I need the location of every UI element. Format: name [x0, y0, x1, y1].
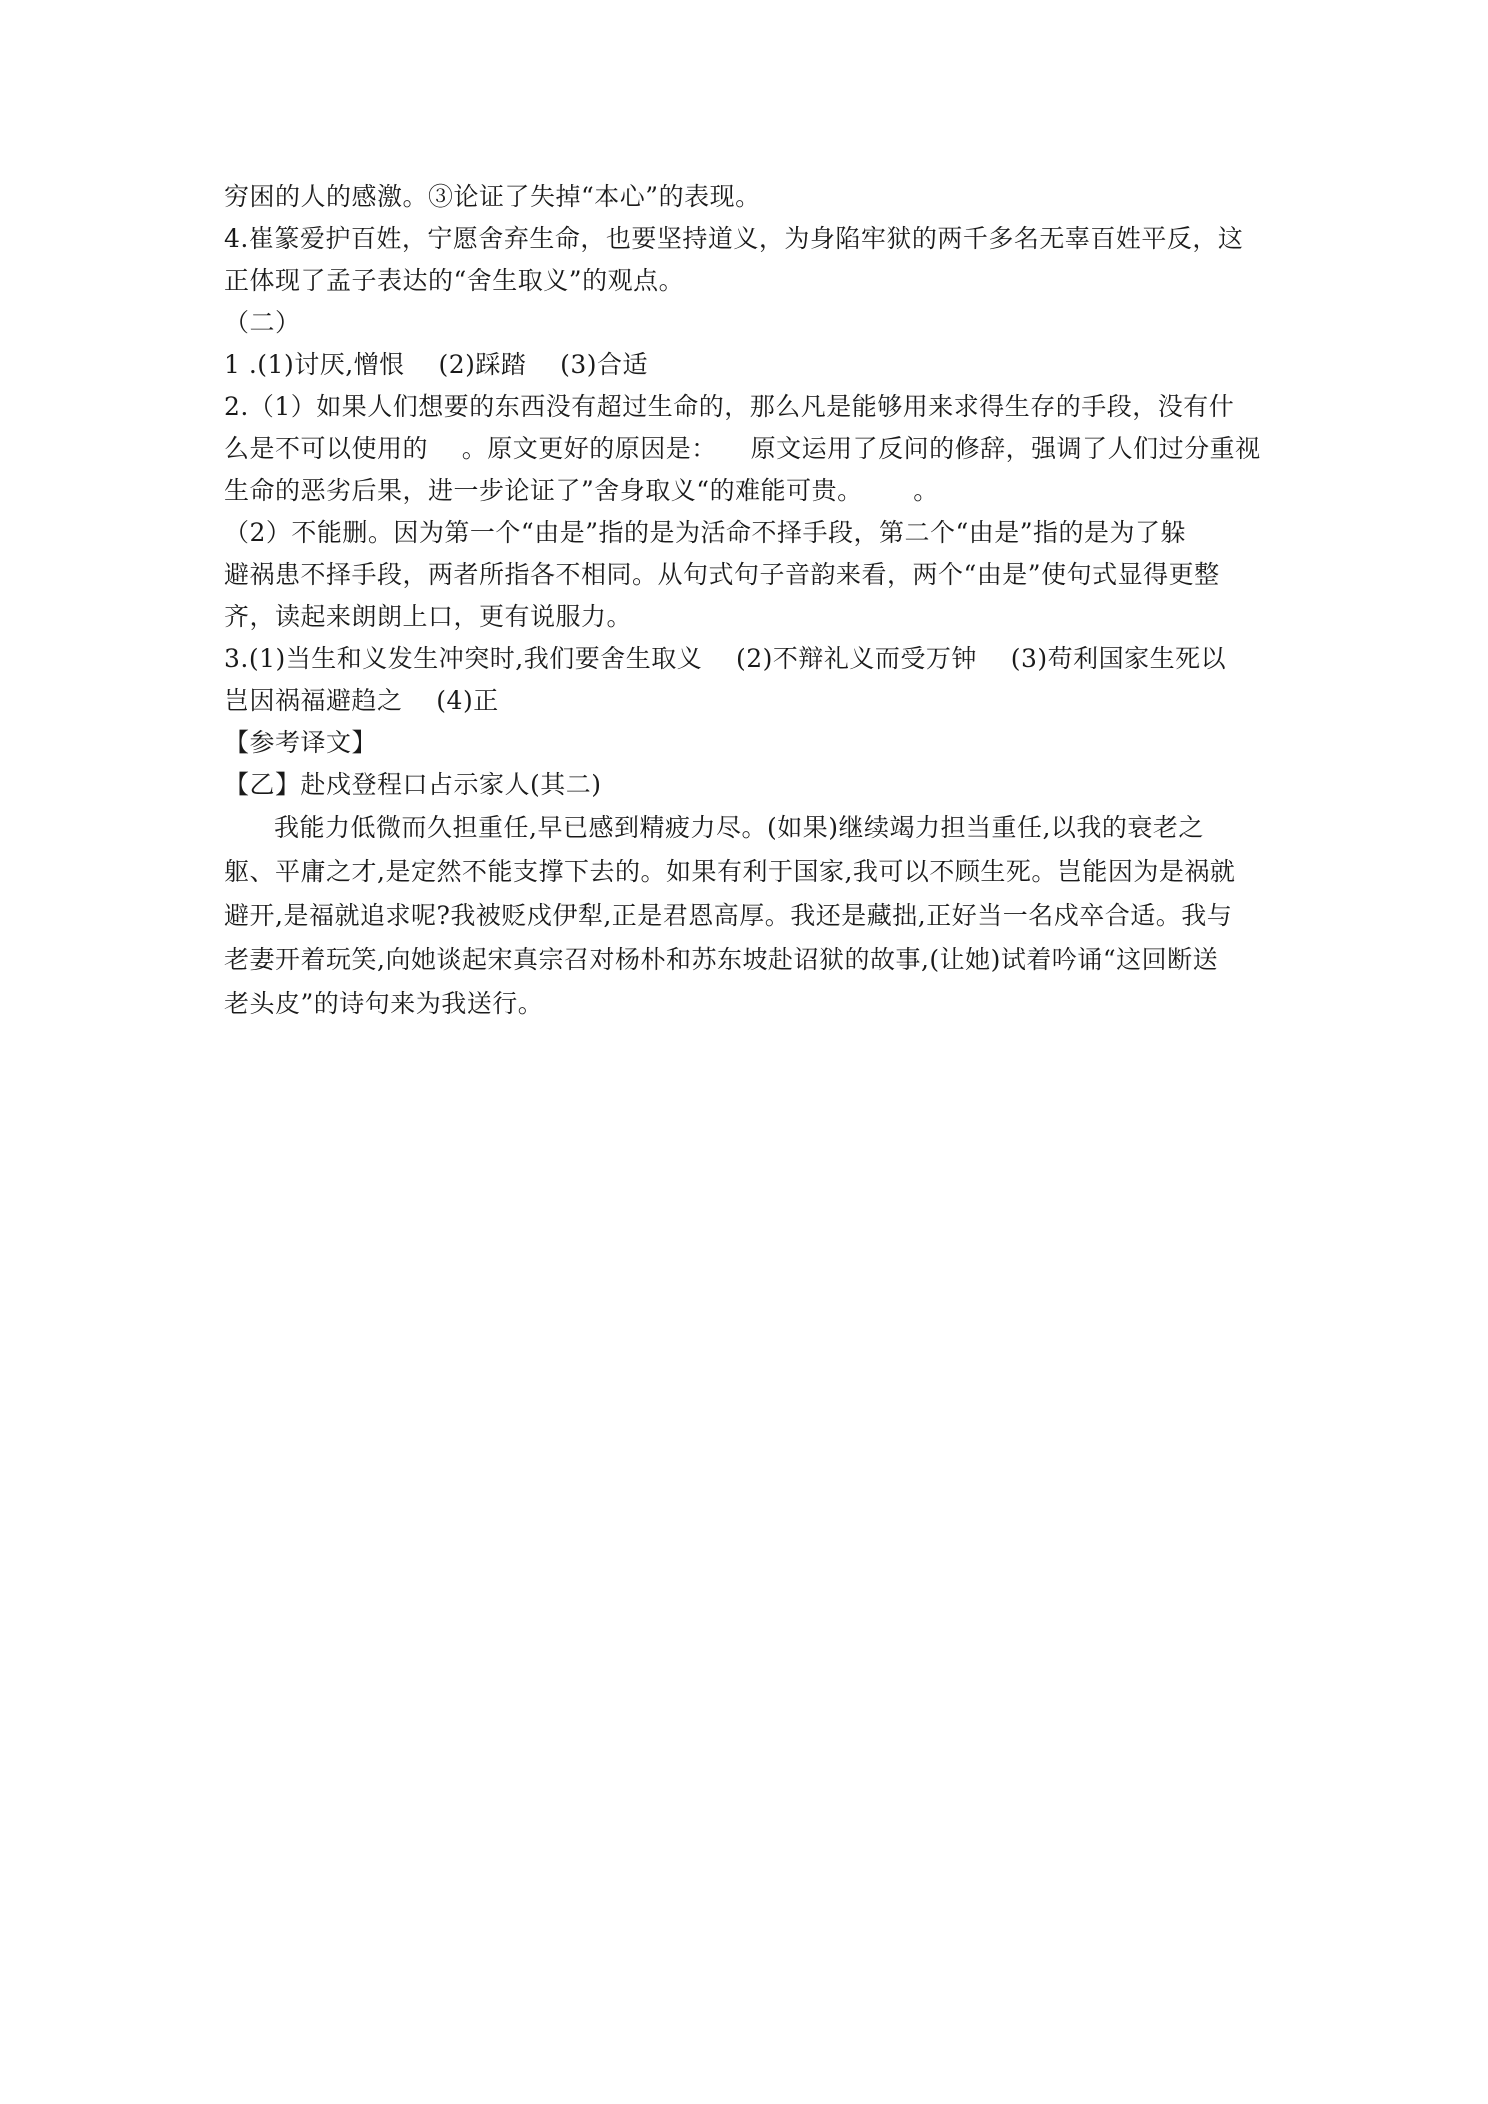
translation-line: 躯、平庸之才,是定然不能支撑下去的。如果有利于国家,我可以不顾生死。岂能因为是祸就	[224, 857, 1236, 886]
text-line: （2）不能删。因为第一个“由是”指的是为活命不择手段，第二个“由是”指的是为了躲	[224, 518, 1187, 547]
text-line: 1 .(1)讨厌,憎恨 (2)踩踏 (3)合适	[224, 350, 649, 379]
text-line: 2.（1）如果人们想要的东西没有超过生命的，那么凡是能够用来求得生存的手段，没有什	[224, 392, 1235, 421]
text-line: 齐，读起来朗朗上口，更有说服力。	[224, 602, 633, 631]
text-line: 4.崔篆爱护百姓，宁愿舍弃生命，也要坚持道义，为身陷牢狱的两千多名无辜百姓平反，这	[224, 224, 1244, 253]
text-line: 岂因祸福避趋之 (4)正	[224, 686, 499, 715]
text-line: 么是不可以使用的 。原文更好的原因是： 原文运用了反问的修辞，强调了人们过分重视	[224, 434, 1261, 463]
document-page	[224, 176, 1276, 1026]
translation-line: 避开,是福就追求呢?我被贬戍伊犁,正是君恩高厚。我还是藏拙,正好当一名戍卒合适。我与	[224, 901, 1233, 930]
text-line: 穷困的人的感激。③论证了失掉“本心”的表现。	[224, 182, 761, 211]
text-line: 生命的恶劣后果，进一步论证了”舍身取义“的难能可贵。 。	[224, 476, 939, 505]
translation-paragraph	[224, 806, 1276, 1026]
poem-heading: 【乙】赴戍登程口占示家人(其二)	[224, 770, 602, 799]
translation-line: 老妻开着玩笑,向她谈起宋真宗召对杨朴和苏东坡赴诏狱的故事,(让她)试着吟诵“这回断送	[224, 945, 1219, 974]
answer-lines	[224, 176, 1276, 806]
section-heading: （二）	[224, 308, 301, 337]
text-line: 3.(1)当生和义发生冲突时,我们要舍生取义 (2)不辩礼义而受万钟 (3)苟利国家生死以	[224, 644, 1227, 673]
reference-heading: 【参考译文】	[224, 728, 378, 757]
text-line: 避祸患不择手段，两者所指各不相同。从句式句子音韵来看，两个“由是”使句式显得更整	[224, 560, 1220, 589]
translation-line: 老头皮”的诗句来为我送行。	[224, 989, 544, 1018]
translation-line: 我能力低微而久担重任,早已感到精疲力尽。(如果)继续竭力担当重任,以我的衰老之	[274, 813, 1204, 842]
text-line: 正体现了孟子表达的“舍生取义”的观点。	[224, 266, 685, 295]
